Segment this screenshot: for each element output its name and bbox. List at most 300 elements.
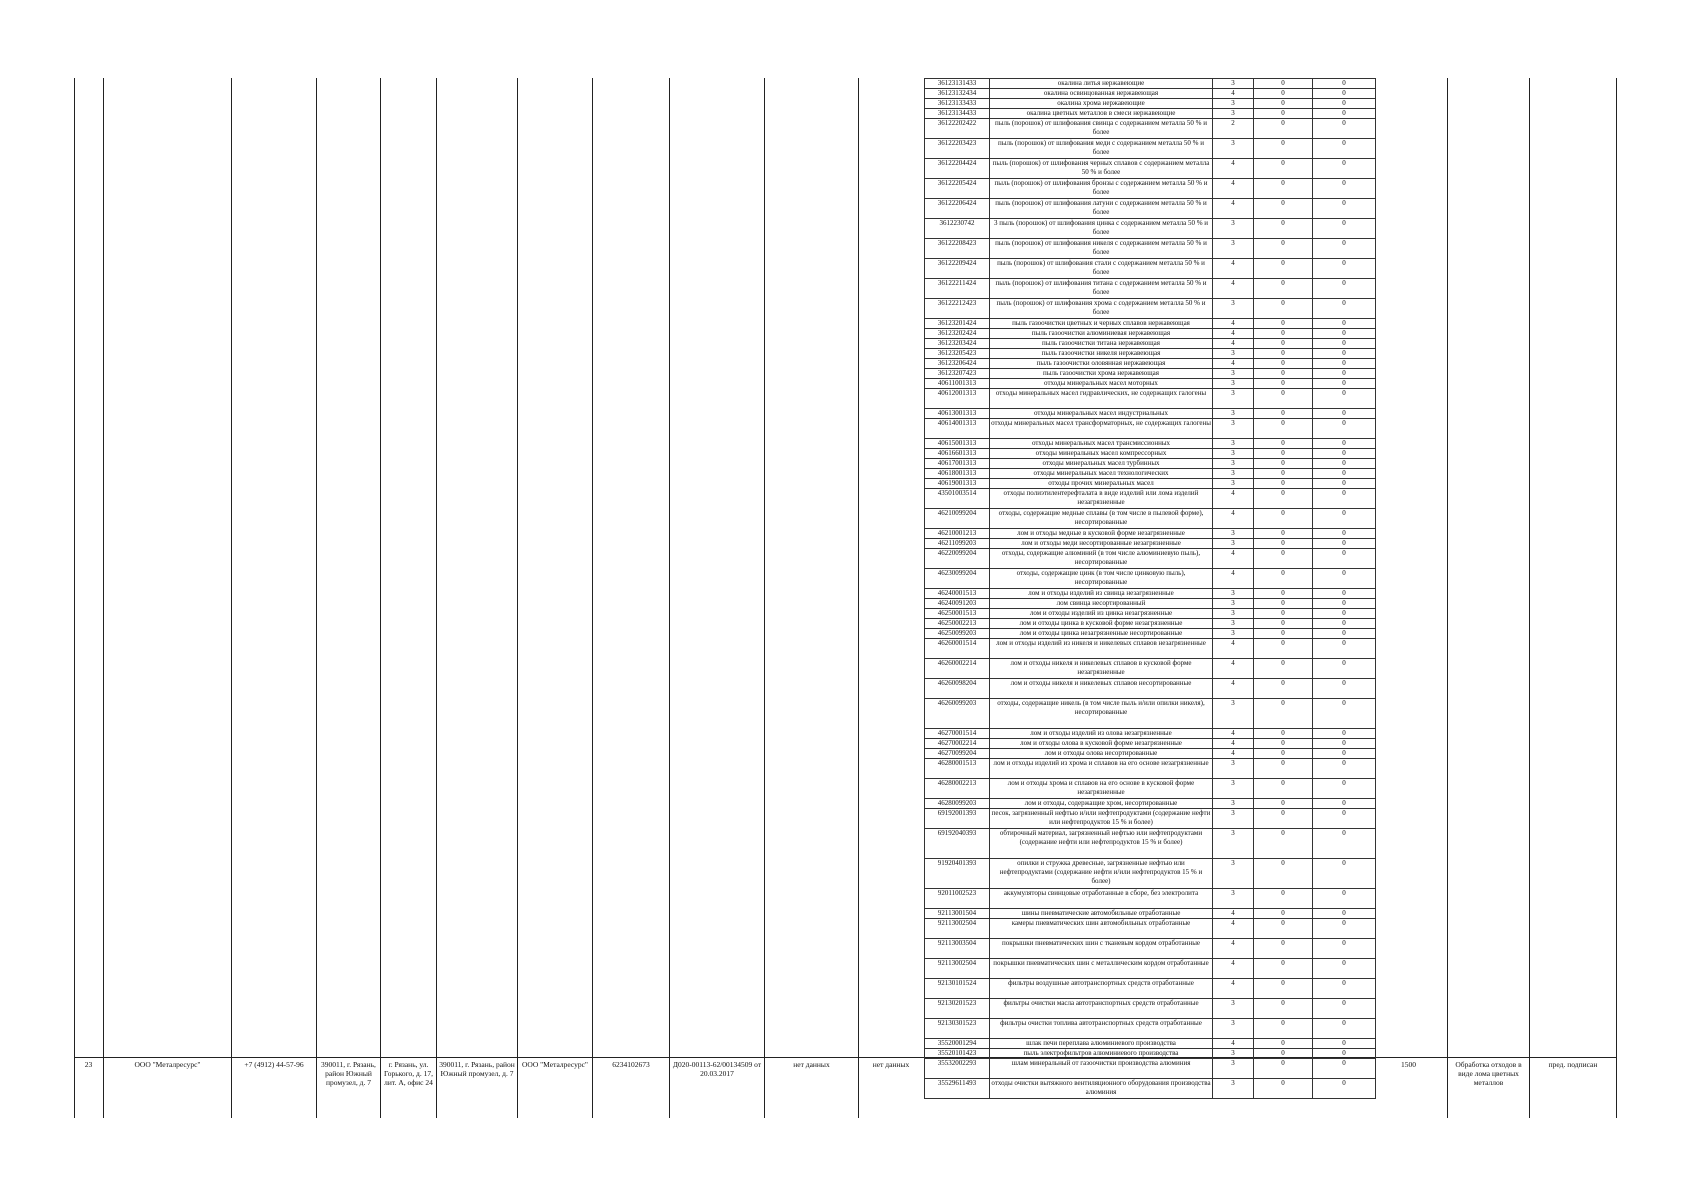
value-1: 0: [1254, 699, 1313, 729]
hazard-class: 3: [1213, 779, 1254, 799]
grid-line-14: [1616, 78, 1617, 1118]
waste-code: 36122208423: [925, 239, 990, 259]
grid-line-11: [858, 78, 859, 1118]
grid-line-5: [380, 78, 381, 1118]
grid-line-2: [103, 78, 104, 1118]
value-1: 0: [1254, 639, 1313, 659]
value-1: 0: [1254, 599, 1313, 609]
waste-row: [925, 979, 1376, 999]
waste-code: 46270002214: [925, 739, 990, 749]
waste-name: пыль электрофильтров алюминиевого производства: [990, 1049, 1213, 1059]
value-1: 0: [1254, 539, 1313, 549]
entry-col-a: нет данных: [793, 1060, 830, 1069]
value-1: 0: [1254, 759, 1313, 779]
waste-row: [925, 549, 1376, 569]
waste-name: пыль газоочистки оловянная нержавеющая: [990, 359, 1213, 369]
hazard-class: 3: [1213, 859, 1254, 889]
value-2: 0: [1313, 1079, 1376, 1099]
entry-legal-address: 390011, г. Рязань, район Южный промузел, д. 7: [321, 1060, 376, 1087]
waste-code: 92113001504: [925, 909, 990, 919]
waste-row: [925, 469, 1376, 479]
value-1: 0: [1254, 119, 1313, 139]
waste-code: 46260098204: [925, 679, 990, 699]
value-1: 0: [1254, 239, 1313, 259]
hazard-class: 3: [1213, 459, 1254, 469]
value-2: 0: [1313, 459, 1376, 469]
hazard-class: 3: [1213, 1049, 1254, 1059]
waste-code: 46280099203: [925, 799, 990, 809]
waste-row: [925, 619, 1376, 629]
hazard-class: 4: [1213, 319, 1254, 329]
waste-row: [925, 239, 1376, 259]
waste-row: [925, 159, 1376, 179]
value-1: 0: [1254, 999, 1313, 1019]
grid-line-4: [316, 78, 317, 1118]
waste-code: 36122203423: [925, 139, 990, 159]
hazard-class: 3: [1213, 539, 1254, 549]
value-2: 0: [1313, 89, 1376, 99]
waste-name: шлам минеральный от газоочистки производства алюминия: [990, 1059, 1213, 1079]
hazard-class: 4: [1213, 939, 1254, 959]
value-1: 0: [1254, 799, 1313, 809]
value-2: 0: [1313, 1059, 1376, 1079]
waste-code: 36123202424: [925, 329, 990, 339]
grid-line-7: [517, 78, 518, 1118]
waste-name: лом свинца несортированный: [990, 599, 1213, 609]
waste-row: [925, 999, 1376, 1019]
waste-name: отходы минеральных масел компрессорных: [990, 449, 1213, 459]
value-2: 0: [1313, 339, 1376, 349]
value-2: 0: [1313, 739, 1376, 749]
waste-table: [924, 78, 1376, 1099]
grid-line-9: [669, 78, 670, 1118]
value-2: 0: [1313, 259, 1376, 279]
waste-code: 36122212423: [925, 299, 990, 319]
value-1: 0: [1254, 549, 1313, 569]
value-1: 0: [1254, 1059, 1313, 1079]
waste-code: 46250002213: [925, 619, 990, 629]
waste-name: пыль (порошок) от шлифования титана с содержанием металла 50 % и более: [990, 279, 1213, 299]
waste-row: [925, 89, 1376, 99]
hazard-class: 3: [1213, 409, 1254, 419]
entry-activity-address: 390011, г. Рязань, район Южный промузел, д. 7: [439, 1060, 515, 1078]
value-1: 0: [1254, 609, 1313, 619]
waste-name: пыль (порошок) от шлифования стали с содержанием металла 50 % и более: [990, 259, 1213, 279]
value-1: 0: [1254, 809, 1313, 829]
hazard-class: 3: [1213, 469, 1254, 479]
value-2: 0: [1313, 1039, 1376, 1049]
value-2: 0: [1313, 529, 1376, 539]
waste-name: лом и отходы, содержащие хром, несортированные: [990, 799, 1213, 809]
waste-row: [925, 659, 1376, 679]
waste-code: 92011002523: [925, 889, 990, 909]
waste-code: 92130201523: [925, 999, 990, 1019]
waste-code: 40619001313: [925, 479, 990, 489]
value-1: 0: [1254, 109, 1313, 119]
waste-row: [925, 99, 1376, 109]
waste-name: отходы прочих минеральных масел: [990, 479, 1213, 489]
value-2: 0: [1313, 479, 1376, 489]
waste-row: [925, 259, 1376, 279]
value-1: 0: [1254, 319, 1313, 329]
value-1: 0: [1254, 619, 1313, 629]
waste-name: пыль (порошок) от шлифования свинца с содержанием металла 50 % и более: [990, 119, 1213, 139]
hazard-class: 3: [1213, 109, 1254, 119]
waste-name: окалина цветных металлов в смеси нержавеющие: [990, 109, 1213, 119]
waste-name: пыль (порошок) от шлифования черных сплавов с содержанием металла 50 % и более: [990, 159, 1213, 179]
grid-line-10: [764, 78, 765, 1118]
value-1: 0: [1254, 329, 1313, 339]
value-2: 0: [1313, 639, 1376, 659]
waste-name: пыль (порошок) от шлифования хрома с содержанием металла 50 % и более: [990, 299, 1213, 319]
waste-row: [925, 699, 1376, 729]
hazard-class: 4: [1213, 679, 1254, 699]
waste-row: [925, 389, 1376, 409]
grid-line-8: [592, 78, 593, 1118]
hazard-class: 3: [1213, 629, 1254, 639]
hazard-class: 3: [1213, 829, 1254, 859]
hazard-class: 3: [1213, 609, 1254, 619]
value-2: 0: [1313, 589, 1376, 599]
waste-row: [925, 569, 1376, 589]
waste-row: [925, 829, 1376, 859]
waste-row: [925, 529, 1376, 539]
value-2: 0: [1313, 329, 1376, 339]
value-1: 0: [1254, 1079, 1313, 1099]
hazard-class: 4: [1213, 159, 1254, 179]
entry-operator: ООО "Металресурс": [522, 1060, 588, 1069]
hazard-class: 3: [1213, 1019, 1254, 1039]
value-2: 0: [1313, 319, 1376, 329]
hazard-class: 3: [1213, 479, 1254, 489]
grid-line-1: [74, 78, 75, 1118]
hazard-class: 3: [1213, 699, 1254, 729]
value-1: 0: [1254, 379, 1313, 389]
grid-line-13: [1529, 78, 1530, 1118]
waste-name: лом и отходы меди несортированные незагрязненные: [990, 539, 1213, 549]
waste-name: фильтры воздушные автотранспортных средств отработанные: [990, 979, 1213, 999]
value-2: 0: [1313, 389, 1376, 409]
waste-name: отходы минеральных масел индустриальных: [990, 409, 1213, 419]
waste-name: лом и отходы цинка незагрязненные несортированные: [990, 629, 1213, 639]
value-2: 0: [1313, 99, 1376, 109]
hazard-class: 4: [1213, 1039, 1254, 1049]
hazard-class: 4: [1213, 569, 1254, 589]
value-2: 0: [1313, 909, 1376, 919]
value-2: 0: [1313, 409, 1376, 419]
grid-line-3: [231, 78, 232, 1118]
waste-name: лом и отходы медные в кусковой форме незагрязненные: [990, 529, 1213, 539]
value-2: 0: [1313, 809, 1376, 829]
entry-company: ООО "Металресурс": [134, 1060, 201, 1069]
waste-row: [925, 459, 1376, 469]
value-1: 0: [1254, 1019, 1313, 1039]
waste-code: 35520101423: [925, 1049, 990, 1059]
waste-row: [925, 939, 1376, 959]
waste-code: 46260099203: [925, 699, 990, 729]
value-2: 0: [1313, 679, 1376, 699]
waste-row: [925, 319, 1376, 329]
hazard-class: 3: [1213, 139, 1254, 159]
hazard-class: 3: [1213, 379, 1254, 389]
waste-name: отходы минеральных масел гидравлических, не содержащих галогены: [990, 389, 1213, 409]
value-1: 0: [1254, 359, 1313, 369]
waste-name: опилки и стружка древесные, загрязненные нефтью или нефтепродуктами (содержание нефти и/или нефтепродуктов 15 % и более): [990, 859, 1213, 889]
waste-name: покрышки пневматических шин с тканевым кордом отработанные: [990, 939, 1213, 959]
value-1: 0: [1254, 909, 1313, 919]
waste-row: [925, 379, 1376, 389]
waste-row: [925, 139, 1376, 159]
value-2: 0: [1313, 599, 1376, 609]
waste-row: [925, 779, 1376, 799]
waste-code: 40612001313: [925, 389, 990, 409]
waste-code: 46240091203: [925, 599, 990, 609]
value-2: 0: [1313, 439, 1376, 449]
waste-name: фильтры очистки топлива автотранспортных средств отработанные: [990, 1019, 1213, 1039]
value-1: 0: [1254, 489, 1313, 509]
value-1: 0: [1254, 859, 1313, 889]
waste-name: 3 пыль (порошок) от шлифования цинка с содержанием металла 50 % и более: [990, 219, 1213, 239]
waste-row: [925, 489, 1376, 509]
value-1: 0: [1254, 389, 1313, 409]
waste-name: лом и отходы олова несортированные: [990, 749, 1213, 759]
value-2: 0: [1313, 629, 1376, 639]
hazard-class: 4: [1213, 359, 1254, 369]
waste-name: отходы минеральных масел моторных: [990, 379, 1213, 389]
value-2: 0: [1313, 959, 1376, 979]
value-2: 0: [1313, 749, 1376, 759]
waste-name: лом и отходы изделий из никеля и никелевых сплавов незагрязненные: [990, 639, 1213, 659]
waste-row: [925, 739, 1376, 749]
waste-code: 36122202422: [925, 119, 990, 139]
hazard-class: 4: [1213, 329, 1254, 339]
waste-name: песок, загрязненный нефтью и/или нефтепродуктами (содержание нефти или нефтепродуктов 15 % и более): [990, 809, 1213, 829]
entry-postal-address: г. Рязань, ул. Горького, д. 17, лит. А, офис 24: [384, 1060, 433, 1087]
value-1: 0: [1254, 479, 1313, 489]
value-1: 0: [1254, 739, 1313, 749]
hazard-class: 4: [1213, 549, 1254, 569]
waste-code: 36123203424: [925, 339, 990, 349]
waste-code: 40615001313: [925, 439, 990, 449]
waste-row: [925, 349, 1376, 359]
value-2: 0: [1313, 239, 1376, 259]
waste-row: [925, 1079, 1376, 1099]
value-2: 0: [1313, 489, 1376, 509]
waste-name: покрышки пневматических шин с металлическим кордом отработанные: [990, 959, 1213, 979]
value-1: 0: [1254, 509, 1313, 529]
value-1: 0: [1254, 409, 1313, 419]
waste-code: 46230099204: [925, 569, 990, 589]
waste-code: 92113002504: [925, 959, 990, 979]
waste-code: 46280001513: [925, 759, 990, 779]
waste-row: [925, 759, 1376, 779]
waste-code: 92113002504: [925, 919, 990, 939]
waste-code: 46220099204: [925, 549, 990, 569]
value-1: 0: [1254, 679, 1313, 699]
waste-row: [925, 369, 1376, 379]
waste-code: 46260001514: [925, 639, 990, 659]
entry-capacity: 1500: [1401, 1060, 1416, 1069]
value-1: 0: [1254, 369, 1313, 379]
waste-name: отходы, содержащие медные сплавы (в том числе в пылевой форме), несортированные: [990, 509, 1213, 529]
value-1: 0: [1254, 279, 1313, 299]
waste-row: [925, 909, 1376, 919]
waste-name: пыль газоочистки алюминиевая нержавеющая: [990, 329, 1213, 339]
waste-row: [925, 1039, 1376, 1049]
waste-code: 40611001313: [925, 379, 990, 389]
waste-name: отходы полиэтилентерефталата в виде изделий или лома изделий незагрязненные: [990, 489, 1213, 509]
hazard-class: 3: [1213, 619, 1254, 629]
waste-code: 36122206424: [925, 199, 990, 219]
waste-code: 35520001294: [925, 1039, 990, 1049]
hazard-class: 3: [1213, 889, 1254, 909]
value-1: 0: [1254, 1039, 1313, 1049]
waste-row: [925, 329, 1376, 339]
value-2: 0: [1313, 889, 1376, 909]
waste-row: [925, 889, 1376, 909]
waste-name: лом и отходы изделий из цинка незагрязненные: [990, 609, 1213, 619]
waste-name: лом и отходы никеля и никелевых сплавов несортированные: [990, 679, 1213, 699]
value-1: 0: [1254, 259, 1313, 279]
value-1: 0: [1254, 589, 1313, 599]
hazard-class: 3: [1213, 1059, 1254, 1079]
hazard-class: 3: [1213, 449, 1254, 459]
value-2: 0: [1313, 999, 1376, 1019]
waste-code: 36122205424: [925, 179, 990, 199]
value-1: 0: [1254, 919, 1313, 939]
grid-line-12: [1447, 78, 1448, 1118]
value-2: 0: [1313, 779, 1376, 799]
waste-name: лом и отходы хрома и сплавов на его основе в кусковой форме незагрязненные: [990, 779, 1213, 799]
value-1: 0: [1254, 339, 1313, 349]
waste-code: 46210099204: [925, 509, 990, 529]
value-2: 0: [1313, 569, 1376, 589]
value-1: 0: [1254, 299, 1313, 319]
waste-row: [925, 119, 1376, 139]
value-1: 0: [1254, 979, 1313, 999]
waste-row: [925, 539, 1376, 549]
hazard-class: 4: [1213, 199, 1254, 219]
waste-code: 40616601313: [925, 449, 990, 459]
waste-code: 40614001313: [925, 419, 990, 439]
value-2: 0: [1313, 449, 1376, 459]
hazard-class: 3: [1213, 369, 1254, 379]
value-1: 0: [1254, 659, 1313, 679]
hazard-class: 4: [1213, 89, 1254, 99]
waste-name: пыль (порошок) от шлифования латуни с содержанием металла 50 % и более: [990, 199, 1213, 219]
entry-status: пред. подписан: [1548, 1060, 1598, 1069]
value-1: 0: [1254, 219, 1313, 239]
waste-code: 92113003504: [925, 939, 990, 959]
waste-code: 46270099204: [925, 749, 990, 759]
waste-code: 92130301523: [925, 1019, 990, 1039]
waste-row: [925, 599, 1376, 609]
waste-row: [925, 79, 1376, 89]
hazard-class: 3: [1213, 809, 1254, 829]
waste-code: 3612230742: [925, 219, 990, 239]
hazard-class: 3: [1213, 219, 1254, 239]
value-1: 0: [1254, 159, 1313, 179]
waste-row: [925, 109, 1376, 119]
waste-row: [925, 589, 1376, 599]
waste-row: [925, 639, 1376, 659]
waste-row: [925, 609, 1376, 619]
hazard-class: 4: [1213, 509, 1254, 529]
value-2: 0: [1313, 509, 1376, 529]
hazard-class: 3: [1213, 389, 1254, 409]
hazard-class: 4: [1213, 729, 1254, 739]
waste-code: 35529611493: [925, 1079, 990, 1099]
waste-row: [925, 959, 1376, 979]
hazard-class: 4: [1213, 639, 1254, 659]
value-2: 0: [1313, 279, 1376, 299]
waste-row: [925, 479, 1376, 489]
hazard-class: 4: [1213, 339, 1254, 349]
waste-row: [925, 859, 1376, 889]
value-1: 0: [1254, 629, 1313, 639]
hazard-class: 4: [1213, 489, 1254, 509]
waste-name: пыль (порошок) от шлифования никеля с содержанием металла 50 % и более: [990, 239, 1213, 259]
waste-row: [925, 749, 1376, 759]
entry-activity-type: Обработка отходов в виде лома цветных металлов: [1455, 1060, 1522, 1087]
waste-code: 36123133433: [925, 99, 990, 109]
waste-name: отходы, содержащие цинк (в том числе цинковую пыль), несортированные: [990, 569, 1213, 589]
waste-name: лом и отходы изделий из олова незагрязненные: [990, 729, 1213, 739]
value-2: 0: [1313, 829, 1376, 859]
waste-code: 36122204424: [925, 159, 990, 179]
waste-name: отходы минеральных масел трансмиссионных: [990, 439, 1213, 449]
waste-name: шины пневматические автомобильные отработанные: [990, 909, 1213, 919]
waste-code: 40617001313: [925, 459, 990, 469]
waste-name: пыль газоочистки цветных и черных сплавов нержавеющая: [990, 319, 1213, 329]
value-1: 0: [1254, 349, 1313, 359]
waste-row: [925, 809, 1376, 829]
waste-row: [925, 199, 1376, 219]
hazard-class: 3: [1213, 999, 1254, 1019]
value-1: 0: [1254, 79, 1313, 89]
value-2: 0: [1313, 759, 1376, 779]
waste-name: отходы, содержащие никель (в том числе пыль и/или опилки никеля), несортированные: [990, 699, 1213, 729]
value-1: 0: [1254, 419, 1313, 439]
value-1: 0: [1254, 569, 1313, 589]
waste-code: 46211099203: [925, 539, 990, 549]
waste-code: 46250001513: [925, 609, 990, 619]
waste-code: 46280002213: [925, 779, 990, 799]
hazard-class: 2: [1213, 119, 1254, 139]
waste-code: 46260002214: [925, 659, 990, 679]
waste-row: [925, 629, 1376, 639]
waste-row: [925, 679, 1376, 699]
waste-row: [925, 449, 1376, 459]
value-2: 0: [1313, 369, 1376, 379]
value-1: 0: [1254, 469, 1313, 479]
waste-name: лом и отходы цинка в кусковой форме незагрязненные: [990, 619, 1213, 629]
value-2: 0: [1313, 1019, 1376, 1039]
waste-name: окалина литья нержавеющие: [990, 79, 1213, 89]
waste-code: 36123206424: [925, 359, 990, 369]
waste-name: отходы минеральных масел трансформаторных, не содержащих галогены: [990, 419, 1213, 439]
value-2: 0: [1313, 549, 1376, 569]
hazard-class: 3: [1213, 799, 1254, 809]
waste-row: [925, 219, 1376, 239]
value-2: 0: [1313, 799, 1376, 809]
hazard-class: 3: [1213, 349, 1254, 359]
value-1: 0: [1254, 89, 1313, 99]
waste-row: [925, 339, 1376, 349]
entry-license: Д020-00113-62/00134509 от 20.03.2017: [672, 1060, 762, 1078]
entry-inn: 6234102673: [612, 1060, 650, 1069]
value-1: 0: [1254, 529, 1313, 539]
